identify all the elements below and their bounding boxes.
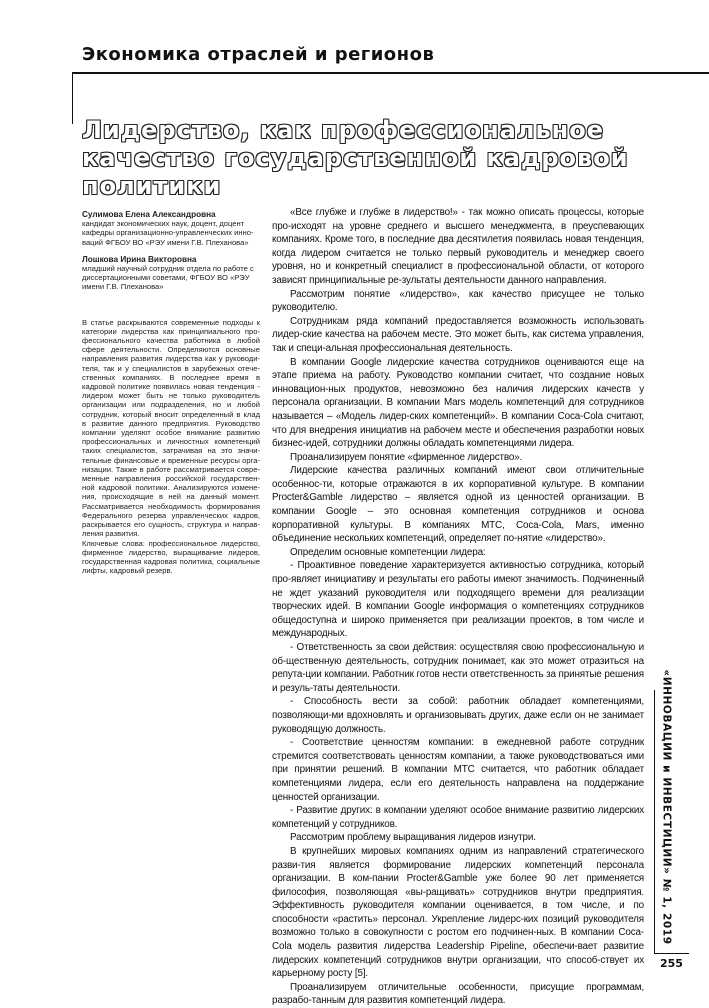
header-rule [72,72,709,74]
body-paragraph: В компании Google лидерские качества сотрудников оцениваются еще на этапе приема на работу. Руководство компании считает, что создание новых инновацион-ных продуктов, невозможно без наличия лидерских качеств у персонала организации. В компании Mars модель компетенций для сотрудников называется – «Модель лидер-ских компетенций». В компании Coca-Cola считают, что для внедрения инициатив на рабочем месте и обеспечения разработки новых бизнес-идей, сотрудники должны обладать компетенциями лидера. [272,356,644,450]
left-column [82,210,260,575]
section-title: Экономика отраслей и регионов [82,44,435,65]
author-block [82,210,260,247]
body-paragraph: - Ответственность за свои действия: осуществляя свою профессиональную и об-щественную деятельность, сотрудник понимает, как это может отразиться на репута-ции компании. Работник готов нести ответственность за принятые решения и резуль-таты деятельности. [272,642,644,694]
article-body [272,206,644,1008]
body-paragraph: Проанализируем понятие «фирменное лидерство». [290,451,523,463]
author-affiliation: младший научный сотрудник отдела по работе с диссертационными советами, ФГБОУ ВО «РЭУ имени Г.В. Плеханова» [82,264,254,292]
body-paragraph: - Способность вести за собой: работник обладает компетенциями, позволяющи-ми вдохновлять и организовывать других, даже если он не занимает руководящую должность. [272,696,644,735]
body-paragraph: - Развитие других: в компании уделяют особое внимание развитию лидерских компетенций у сотрудников. [272,805,644,830]
page-number: 255 [660,957,683,970]
author-name: Лошкова Ирина Викторовна [82,254,197,264]
author-affiliation: кандидат экономических наук, доцент, доцент кафедры организационно-управленческих инно-ваций ФГБОУ ВО «РЭУ имени Г.В. Плеханова» [82,219,254,247]
side-rule [654,690,655,953]
body-paragraph: - Проактивное поведение характеризуется активностью сотрудника, который про-являет инициативу и результаты его работы имеют значимость. Подчиненный не ждет указаний руководителя или подходящего времени для реализации творческих идей. В компании Google информация о компетенциях сотрудников общедоступна и широко применяется при реализации проектов, в том числе и международных. [272,560,644,640]
journal-band [656,669,678,945]
body-paragraph: В крупнейших мировых компаниях одним из направлений стратегического разви-тия является формирование лидерских компетенций персонала организации. В ком-пании Procter&Gamble уже более 90 лет применяется философия, позволяющая «вы-ращивать» сотрудников внутри предприятия. Эффективность руководителя компании оценивается, в том числе, и по способности «растить» персонал. Укрепление лидерс-ких позиций руководителя возможно только в совокупности с ростом его подчинен-ных. В компании Coca-Cola модель развития лидерства Leadership Pipeline, обеспечи-вает развитие лидерских компетенций сотрудников внутри организации, что способ-ствует их карьерному росту [5]. [272,845,644,980]
header-side-rule [72,72,73,124]
body-paragraph: Проанализируем отличительные особенности, присущие программам, разрабо-танным для развития компетенций лидера. [272,981,644,1007]
body-paragraph: Определим основные компетенции лидера: [290,546,486,558]
article-title: Лидерство, как профессиональное качество государственной кадровой политики [82,116,629,200]
body-paragraph: Лидерские качества различных компаний имеют свои отличительные особеннос-ти, которые отражаются в их корпоративной культуре. В компании Procter&Gamble лидерство – является одной из ценностей организации. В компании Google – это основная компетенция сотрудников и основа корпоративной культуры. В компаниях МТС, Coca-Cola, Mars, именно объединение нескольких компетенций, определяет по-нятие «лидерство». [272,465,644,545]
author-block [82,255,260,292]
body-paragraph: - Соответствие ценностям компании: в ежедневной работе сотрудник стремится соответствовать ценностям компании, а также руководствоваться ими при принятии решений. В компании МТС считается, что работник обладает компетенциями лидера, если его деятельность направлена на поддержание ценностей организации. [272,737,644,803]
abstract: В статье раскрываются современные подходы к категории лидерства как принципиального про-фессионального качества работника в любой сфере деятельности. Определяются основные направления развития лидерства как у руководи-теля, так и у специалистов в зарубежных отече-ственных компаниях. В последнее время в кадровой политике появилась новая тенденция - лидером может быть не только руководитель организации или подразделения, но и любой сотрудник, который вносит определенный в клад в развитие данного предприятия. Руководство компании уделяют особое внимание развитию профессиональных и личностных компетенций таких специалистов, затрачивая на это значи-тельные финансовые и временные ресурсы орга-низации. Также в работе рассматривается совре-менные направления российской государствен-ной кадровой политики. Анализируются измене-ния, происходящие в ней на данный момент. Рассматривается необходимость формирования Федерального резерва управленческих кадров, раскрывается его сущность, структура и направ-ления развития. [82,317,260,539]
footer-rule [654,953,689,954]
author-name: Сулимова Елена Александровна [82,210,216,219]
journal-name: «ИННОВАЦИИ и ИНВЕСТИЦИИ» № 1, 2019 [661,669,673,945]
body-paragraph: «Все глубже и глубже в лидерство!» - так можно описать процессы, которые про-исходят на уровне среднего и высшего менеджмента, в преуспевающих компаниях. Кроме того, в последние два десятилетия появилась новая тенденция, когда лидером считается не только первый руководитель и менеджер своего уровня, но и конкретный специалист в профессиональной области, от которого зависят принципиальные ре-зультаты деятельности данного направления. [272,207,644,286]
body-paragraph: Рассмотрим проблему выращивания лидеров изнутри. [290,832,536,844]
body-paragraph: Сотрудникам ряда компаний предоставляется возможность использовать лидер-ские качества на рабочем месте. Это может быть, как система управления, так и специ-альная профессиональная деятельность. [272,315,644,354]
keywords: Ключевые слова: профессиональное лидерство, фирменное лидерство, выращивание лидеров, государственная кадровая политика, социальные лифты, кадровый резерв. [82,538,260,576]
body-paragraph: Рассмотрим понятие «лидерство», как качество присущее не только руководителю. [272,288,644,314]
